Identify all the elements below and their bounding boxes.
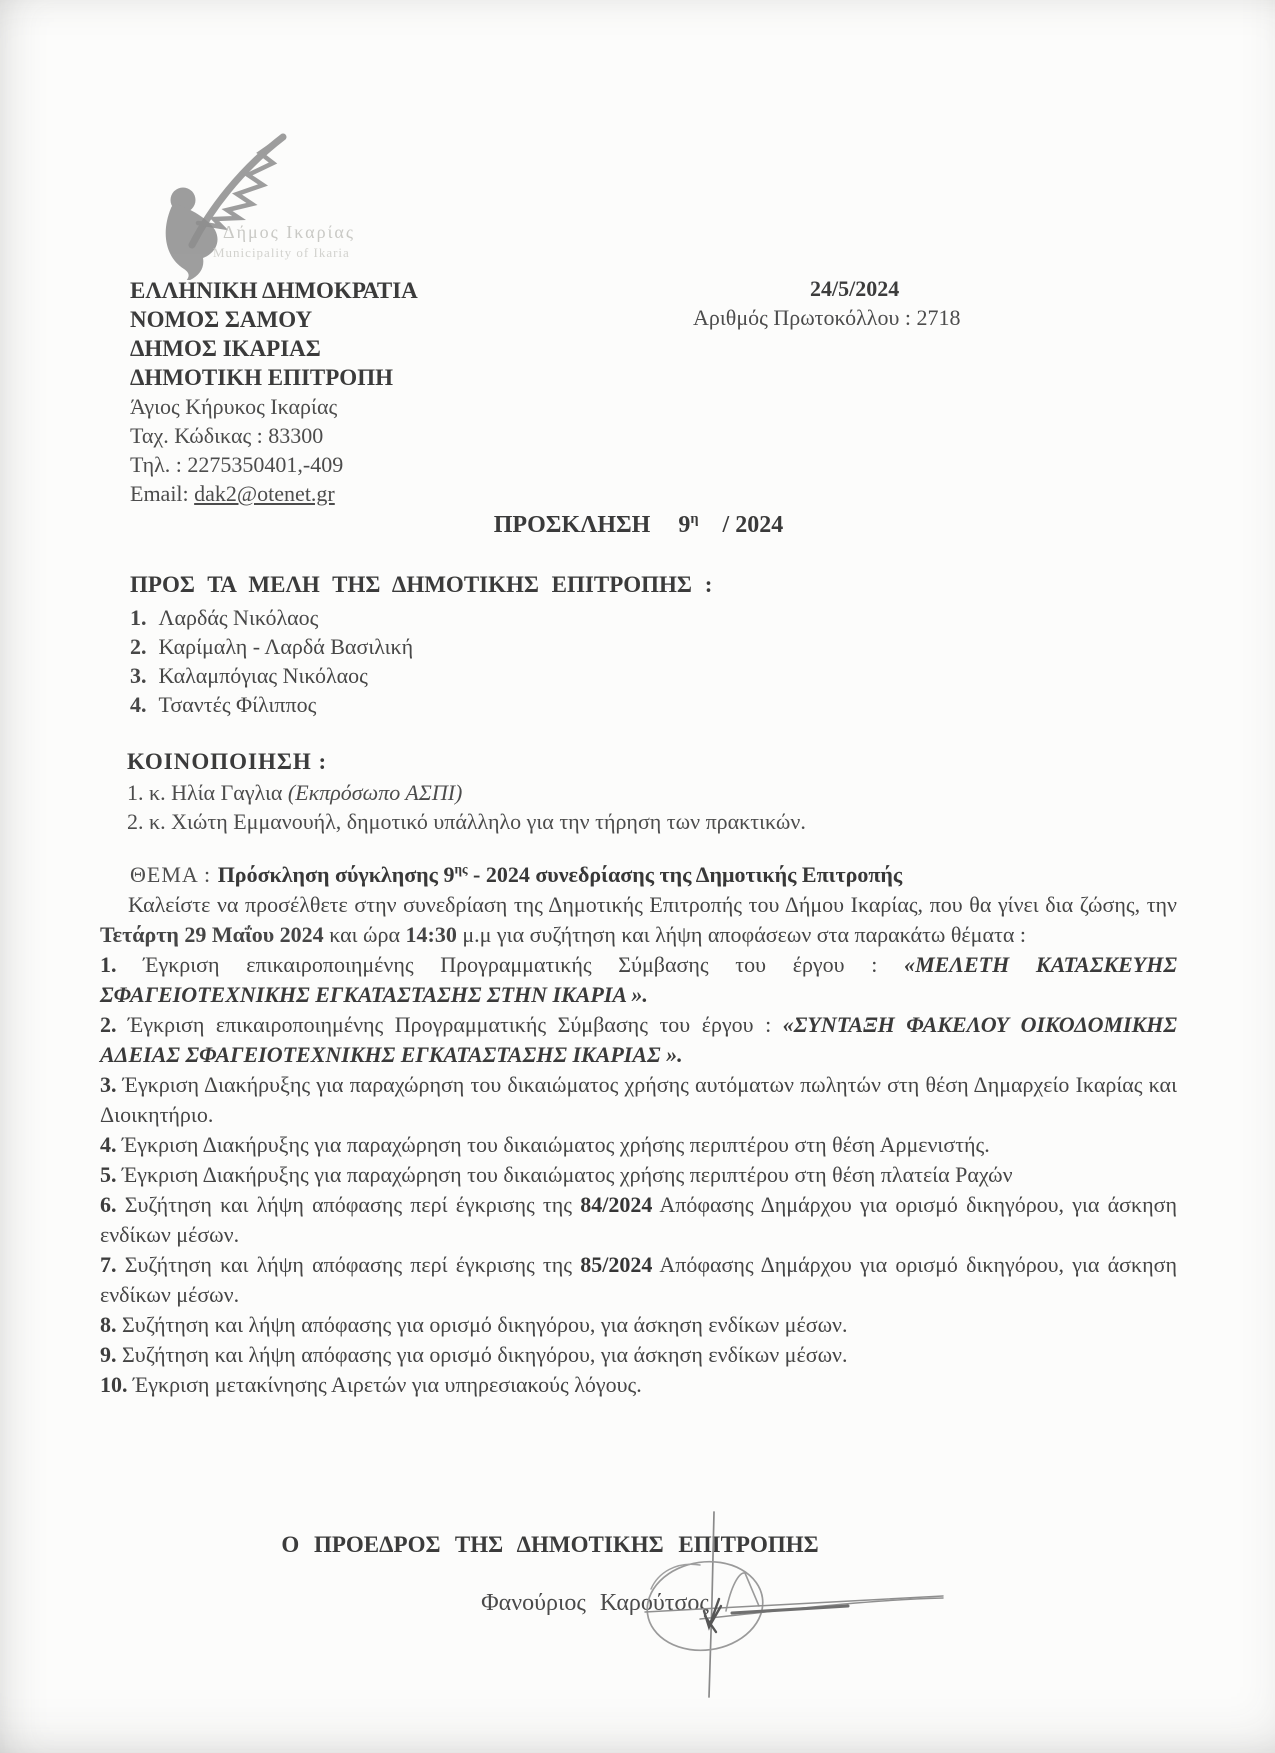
intro-text: Καλείστε να προσέλθετε στην συνεδρίαση της Δημοτικής Επιτροπής του Δήμου Ικαρίας, που θα γίνει δια ζώσης, την: [128, 892, 1177, 917]
agenda-number: 8.: [100, 1312, 117, 1337]
agenda-text: Έγκριση Διακήρυξης για παραχώρηση του δικαιώματος χρήσης περιπτέρου στη θέση Αρμενιστής.: [116, 1132, 990, 1157]
recipient-row: [130, 661, 712, 690]
recipient-number: 2.: [130, 634, 147, 659]
agenda-number: 3.: [100, 1072, 117, 1097]
title-ordinal-suffix: η: [690, 511, 699, 527]
letterhead-committee: ΔΗΜΟΤΙΚΗ ΕΠΙΤΡΟΠΗ: [130, 365, 393, 390]
logo-text-english: Municipality of Ikaria: [213, 245, 350, 260]
letterhead-prefecture: ΝΟΜΟΣ ΣΑΜΟΥ: [130, 307, 313, 332]
email-label: Email:: [130, 481, 195, 506]
notification-item: [127, 778, 806, 807]
intro-text: μ.μ για συζήτηση και λήψη αποφάσεων στα παρακάτω θέματα :: [456, 922, 1026, 947]
recipient-row: [130, 690, 712, 719]
agenda-text: Απόφασης Δημάρχου για ορισμό δικηγόρου, για άσκηση ενδίκων μέσων.: [100, 1252, 1177, 1307]
recipient-number: 1.: [130, 605, 147, 630]
agenda-text: Έγκριση επικαιροποιημένης Προγραμματικής Σύμβασης του έργου :: [116, 952, 905, 977]
letterhead-postal-code: Ταχ. Κώδικας : 83300: [130, 423, 324, 448]
subject-line: [100, 860, 1177, 890]
signatory-name: Φανούριος Καρούτσος: [481, 1590, 709, 1616]
letterhead: [130, 276, 418, 508]
agenda-text: Συζήτηση και λήψη απόφασης περί έγκρισης της: [116, 1252, 581, 1277]
subject-text: Πρόσκληση σύγκλησης 9: [217, 862, 455, 887]
agenda-item-6: [100, 1190, 1177, 1250]
subject-text: - 2024 συνεδρίασης της Δημοτικής Επιτροπής: [467, 862, 903, 887]
agenda-emphasis: «ΣΥΝΤΑΞΗ ΦΑΚΕΛΟΥ ΟΙΚΟΔΟΜΙΚΗΣ ΑΔΕΙΑΣ ΣΦΑΓΕΙΟΤΕΧΝΙΚΗΣ ΕΓΚΑΤΑΣΤΑΣΗΣ ΙΚΑΡΙΑΣ ».: [100, 1012, 1177, 1067]
intro-paragraph: [100, 890, 1177, 950]
letterhead-email-line: [130, 479, 418, 508]
document-date: 24/5/2024: [810, 276, 900, 301]
agenda-text: Έγκριση επικαιροποιημένης Προγραμματικής Σύμβασης του έργου :: [116, 1012, 783, 1037]
subject-label: ΘΕΜΑ :: [130, 862, 218, 887]
agenda-number: 6.: [100, 1192, 117, 1217]
agenda-item-8: [100, 1310, 1177, 1340]
agenda-number: 10.: [100, 1372, 128, 1397]
email-address: dak2@otenet.gr: [194, 481, 335, 506]
notification-item-representative: (Εκπρόσωπο ΑΣΠΙ): [287, 780, 463, 805]
agenda-decision-number: 84/2024: [580, 1192, 653, 1217]
agenda-item-9: [100, 1340, 1177, 1370]
agenda-number: 7.: [100, 1252, 117, 1277]
agenda-text: Έγκριση Διακήρυξης για παραχώρηση του δικαιώματος χρήσης περιπτέρου στη θέση πλατεία Ραχών: [116, 1162, 1013, 1187]
recipient-number: 3.: [130, 663, 147, 688]
letterhead-republic: ΕΛΛΗΝΙΚΗ ΔΗΜΟΚΡΑΤΙΑ: [130, 278, 418, 303]
recipient-row: [130, 603, 712, 632]
meeting-time: 14:30: [405, 922, 457, 947]
agenda-number: 9.: [100, 1342, 117, 1367]
recipient-row: [130, 632, 712, 661]
agenda-number: 5.: [100, 1162, 117, 1187]
closing-title: Ο ΠΡΟΕΔΡΟΣ ΤΗΣ ΔΗΜΟΤΙΚΗΣ ΕΠΙΤΡΟΠΗΣ: [281, 1532, 819, 1557]
recipient-name: Καρίμαλη - Λαρδά Βασιλική: [158, 634, 414, 659]
agenda-item-2: [100, 1010, 1177, 1070]
recipient-name: Καλαμπόγιας Νικόλαος: [158, 663, 368, 688]
agenda-item-5: [100, 1160, 1177, 1190]
notification-heading: ΚΟΙΝΟΠΟΙΗΣΗ :: [127, 749, 328, 774]
agenda-item-4: [100, 1130, 1177, 1160]
signature-inner-arc: [651, 1564, 700, 1589]
agenda-emphasis: «ΜΕΛΕΤΗ ΚΑΤΑΣΚΕΥΗΣ ΣΦΑΓΕΙΟΤΕΧΝΙΚΗΣ ΕΓΚΑΤΑΣΤΑΣΗΣ ΣΤΗΝ ΙΚΑΡΙΑ ».: [100, 952, 1177, 1007]
title-number: 9: [678, 512, 691, 538]
agenda-number: 2.: [100, 1012, 117, 1037]
agenda-item-10: [100, 1370, 1177, 1400]
subject-ordinal-suffix: ης: [454, 861, 468, 877]
logo-text-greek: Δήμος Ικαρίας: [223, 222, 355, 242]
title-year: / 2024: [722, 512, 784, 538]
letterhead-municipality: ΔΗΜΟΣ ΙΚΑΡΙΑΣ: [130, 336, 321, 361]
agenda-item-1: [100, 950, 1177, 1010]
agenda-item-3: [100, 1070, 1177, 1130]
agenda-number: 4.: [100, 1132, 117, 1157]
recipient-name: Τσαντές Φίλιππος: [158, 692, 317, 717]
agenda-text: Έγκριση μετακίνησης Αιρετών για υπηρεσιακούς λόγους.: [127, 1372, 642, 1397]
agenda-text: Συζήτηση και λήψη απόφασης περί έγκρισης της: [116, 1192, 581, 1217]
letterhead-address: Άγιος Κήρυκος Ικαρίας: [130, 394, 338, 419]
title-word: ΠΡΟΣΚΛΗΣΗ: [493, 512, 651, 538]
notification-item-text: 1. κ. Ηλία Γαγλια: [127, 780, 288, 805]
intro-text: και ώρα: [323, 922, 406, 947]
letterhead-phone: Τηλ. : 2275350401,-409: [130, 452, 344, 477]
document-body: [100, 860, 1177, 1400]
recipient-number: 4.: [130, 692, 147, 717]
agenda-decision-number: 85/2024: [580, 1252, 653, 1277]
notification-item: 2. κ. Χιώτη Εμμανουήλ, δημοτικό υπάλληλο για την τήρηση των πρακτικών.: [127, 809, 806, 834]
agenda-text: Έγκριση Διακήρυξης για παραχώρηση του δικαιώματος χρήσης αυτόματων πωλητών στη θέση Δημαρχείο Ικαρίας και Διοικητήριο.: [100, 1072, 1177, 1127]
recipients-heading: ΠΡΟΣ ΤΑ ΜΕΛΗ ΤΗΣ ΔΗΜΟΤΙΚΗΣ ΕΠΙΤΡΟΠΗΣ :: [130, 572, 713, 597]
agenda-text: Συζήτηση και λήψη απόφασης για ορισμό δικηγόρου, για άσκηση ενδίκων μέσων.: [116, 1312, 848, 1337]
meeting-date: Τετάρτη 29 Μαΐου 2024: [100, 922, 324, 947]
document-title: [100, 512, 1177, 539]
agenda-text: Απόφασης Δημάρχου για ορισμό δικηγόρου, για άσκηση ενδίκων μέσων.: [100, 1192, 1177, 1247]
agenda-number: 1.: [100, 952, 117, 977]
agenda-text: Συζήτηση και λήψη απόφασης για ορισμό δικηγόρου, για άσκηση ενδίκων μέσων.: [116, 1342, 848, 1367]
recipients-section: [130, 570, 712, 719]
protocol-number: Αριθμός Πρωτοκόλλου : 2718: [693, 305, 961, 330]
recipient-name: Λαρδάς Νικόλαος: [158, 605, 319, 630]
notification-section: [127, 747, 806, 836]
agenda-item-7: [100, 1250, 1177, 1310]
